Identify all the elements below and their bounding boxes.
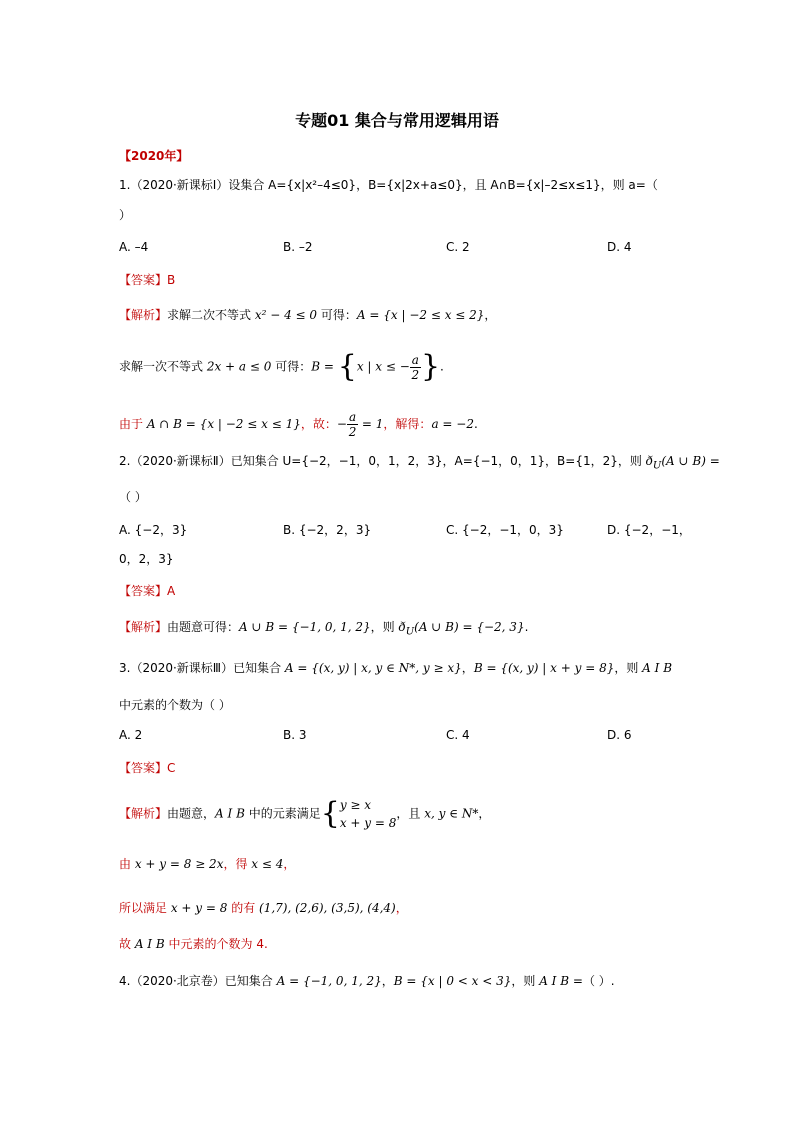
text: ，且	[396, 806, 425, 821]
fraction	[410, 353, 421, 382]
page-title: 专题01 集合与常用逻辑用语	[295, 111, 499, 130]
math-expression: A I B	[215, 806, 245, 821]
text: 2.（2020·新课标Ⅱ）已知集合 U={−2，−1，0，1，2，3}，A={−1，0，1}，B={1，2}，则	[119, 454, 646, 468]
q1-analysis-line-3	[119, 410, 478, 439]
text: 故	[119, 937, 135, 951]
q1-stem: 1.（2020·新课标Ⅰ）设集合 A={x|x²–4≤0}，B={x|2x+a≤0}，且 A∩B={x|–2≤x≤1}，则 a=（	[119, 178, 658, 192]
math-expression: x + y = 8 ≥ 2x	[134, 857, 224, 871]
math-expression: (1,7), (2,6), (3,5), (4,4)	[259, 901, 396, 915]
punct: ，	[484, 308, 497, 322]
equation: x + y = 8	[339, 816, 397, 830]
text: 求解二次不等式	[167, 308, 255, 322]
equation: y ≥ x	[339, 798, 372, 812]
q3-analysis-line-3	[119, 899, 408, 917]
q3-analysis-line-2	[119, 855, 295, 873]
math-expression: = 1	[358, 417, 384, 431]
equation-system	[340, 796, 397, 832]
text: 中元素的个数为 4.	[164, 937, 268, 951]
subscript: U	[405, 626, 415, 638]
analysis-label: 【解析】	[119, 620, 168, 634]
text: 由题意可得：	[167, 620, 240, 634]
math-expression: a = −2	[431, 417, 474, 431]
punct: .	[473, 417, 478, 431]
q1-option-b: B. –2	[283, 240, 313, 254]
analysis-label: 【解析】	[119, 806, 168, 821]
text: ，故：	[300, 417, 337, 431]
math-expression: x, y ∈ N*	[424, 806, 479, 821]
math-expression: A ∩ B = {x | −2 ≤ x ≤ 1}	[146, 417, 301, 431]
math-expression: A ∪ B = {−1, 0, 1, 2}	[239, 620, 371, 634]
q1-option-a: A. –4	[119, 240, 149, 254]
math-expression: A I B =	[539, 974, 583, 988]
right-brace: }	[420, 349, 441, 384]
q1-analysis-line-2	[119, 349, 444, 384]
q2-stem-end: （ ）	[119, 490, 147, 504]
q1-stem-end: ）	[119, 208, 132, 222]
punct: .	[524, 620, 529, 634]
text: ，则	[370, 620, 399, 634]
left-brace: {	[337, 349, 357, 384]
text: 所以满足	[119, 901, 171, 915]
punct: ，	[478, 806, 491, 821]
math-expression: A = {(x, y) | x, y ∈ N*, y ≥ x}	[284, 661, 462, 675]
denominator: 2	[411, 367, 420, 382]
text: 可得：	[271, 359, 312, 374]
q3-analysis-line-1	[119, 796, 490, 832]
punct: ，	[283, 857, 296, 871]
q3-option-b: B. 3	[283, 728, 307, 742]
q2-stem	[119, 452, 720, 475]
text: （ ）.	[582, 974, 615, 988]
math-expression: x² − 4 ≤ 0	[254, 308, 318, 322]
text: ，则	[614, 661, 643, 675]
math-expression: (A ∪ B) =	[661, 454, 720, 468]
math-expression: x ≤ 4	[251, 857, 284, 871]
q3-answer: 【答案】C	[119, 761, 176, 775]
math-expression: 2x + a ≤ 0	[206, 359, 272, 374]
math-expression: B = {(x, y) | x + y = 8}	[473, 661, 615, 675]
text: 的有	[227, 901, 260, 915]
math-expression: A = {x | −2 ≤ x ≤ 2}	[356, 308, 485, 322]
text: 由	[119, 857, 135, 871]
text: 求解一次不等式	[119, 359, 207, 374]
q2-analysis	[119, 618, 528, 641]
q3-option-d: D. 6	[607, 728, 632, 742]
math-expression: A I B	[134, 937, 165, 951]
punct: ，	[395, 901, 408, 915]
q1-option-c: C. 2	[446, 240, 470, 254]
q2-option-a: A. {−2，3}	[119, 523, 188, 537]
math-expression: x | x ≤ −	[356, 359, 410, 374]
text: ，解得：	[383, 417, 432, 431]
text: 中的元素满足	[244, 806, 321, 821]
q3-stem	[119, 659, 672, 677]
text: 由于	[119, 417, 147, 431]
year-section-heading: 【2020年】	[119, 149, 189, 163]
analysis-label: 【解析】	[119, 308, 168, 322]
numerator: a	[348, 410, 357, 424]
numerator: a	[411, 352, 419, 367]
q3-option-a: A. 2	[119, 728, 143, 742]
fraction	[347, 410, 358, 439]
q2-option-d-continued: 0，2，3}	[119, 552, 174, 566]
math-expression: A = {−1, 0, 1, 2}	[276, 974, 382, 988]
q3-stem-line-2: 中元素的个数为（ ）	[119, 698, 231, 712]
q2-option-d: D. {−2，−1，	[607, 523, 691, 537]
text: 4.（2020·北京卷）已知集合	[119, 974, 277, 988]
left-brace: {	[320, 796, 340, 831]
text: 由题意，	[167, 806, 216, 821]
math-expression: x + y = 8	[170, 901, 228, 915]
punct: .	[440, 359, 444, 374]
denominator: 2	[348, 425, 357, 439]
complement-symbol: ð	[645, 454, 653, 468]
text: ，则	[511, 974, 540, 988]
math-expression: B = {x | 0 < x < 3}	[393, 974, 512, 988]
q1-analysis-line-1	[119, 306, 496, 324]
math-expression: A I B	[642, 661, 673, 675]
punct: ，	[381, 974, 394, 988]
q2-option-b: B. {−2，2，3}	[283, 523, 372, 537]
subscript: U	[652, 460, 662, 472]
q1-option-d: D. 4	[607, 240, 632, 254]
punct: ，	[461, 661, 474, 675]
math-expression: (A ∪ B) = {−2, 3}	[414, 620, 525, 634]
q2-option-c: C. {−2，−1，0，3}	[446, 523, 564, 537]
q1-answer: 【答案】B	[119, 273, 176, 287]
q4-stem	[119, 972, 615, 990]
q2-answer: 【答案】A	[119, 584, 176, 598]
text: 3.（2020·新课标Ⅲ）已知集合	[119, 661, 285, 675]
text: 可得：	[317, 308, 357, 322]
math-expression: B =	[311, 359, 338, 374]
q3-analysis-line-4	[119, 935, 268, 953]
complement-symbol: ð	[398, 620, 406, 634]
minus-sign: −	[336, 417, 347, 431]
text: ，得	[223, 857, 252, 871]
q3-option-c: C. 4	[446, 728, 470, 742]
